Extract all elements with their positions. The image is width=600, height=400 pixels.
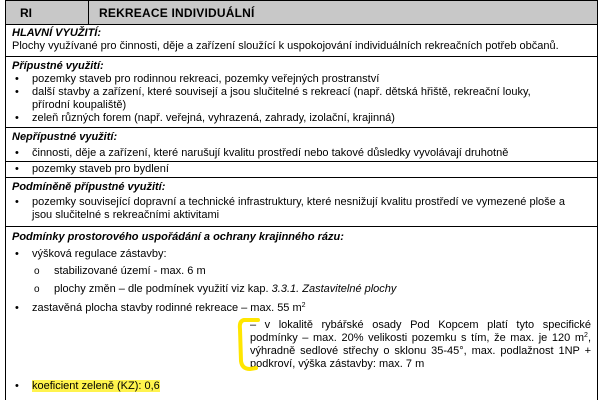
list-item	[12, 302, 591, 315]
sub-list-item: o stabilizované území - max. 6 m	[12, 265, 591, 278]
section-title-prohibited: Nepřípustné využití:	[12, 131, 118, 143]
specific-conditions-note	[250, 319, 591, 371]
superscript: 2	[584, 332, 588, 339]
note-text: – v lokalitě rybářské osady Pod Kopcem platí tyto specifické podmínky – max. 20% velikosti pozemku s tím, že max. je 120 m	[250, 319, 591, 344]
list-item: • činnosti, děje a zařízení, které narušují kvalitu prostředí nebo takové důsledky vyvolávají druhotně	[6, 146, 597, 161]
highlighter-bracket-mark	[236, 317, 262, 373]
superscript: 2	[301, 302, 306, 309]
built-area-text: zastavěná plocha stavby rodinné rekreace – max. 55 m	[32, 302, 302, 314]
zone-code: RI	[6, 1, 89, 24]
section-title-permitted: Přípustné využití:	[12, 60, 104, 72]
list-item: • výšková regulace zástavby:	[12, 248, 591, 261]
table-header	[6, 0, 597, 25]
section-conditional-use	[6, 178, 597, 227]
list-item: • další stavby a zařízení, které souvisejí a jsou slučitelné s rekreací (např. dětská hřiště, rekreační louky, přírodní koupaliště)	[12, 86, 591, 112]
chapter-reference: 3.3.1. Zastavitelné plochy	[271, 283, 397, 295]
section-permitted-use	[6, 57, 597, 128]
main-use-text: Plochy využívané pro činnosti, děje a zařízení sloužící k uspokojování individuálních rekreačních potřeb občanů.	[12, 40, 559, 52]
note-text-continued: , výhradně sedlové střechy o sklonu 35-45°, max. podlažnost 1NP + podkroví, výška zástavby: max. 7 m	[250, 332, 591, 370]
greenery-coefficient: koeficient zeleně (KZ): 0,6	[32, 380, 160, 392]
section-prohibited-use	[6, 128, 597, 178]
section-spatial-conditions	[6, 227, 597, 397]
section-title-main-use: HLAVNÍ VYUŽITÍ:	[12, 27, 102, 39]
list-item: • pozemky staveb pro bydlení	[6, 161, 597, 177]
section-title-conditional: Podmíněně přípustné využití:	[12, 181, 166, 193]
zone-title: REKREACE INDIVIDUÁLNÍ	[99, 6, 255, 20]
list-item	[12, 380, 591, 393]
section-title-spatial: Podmínky prostorového uspořádání a ochrany krajinného rázu:	[12, 231, 344, 243]
sub-item-text: plochy změn – dle podmínek využití viz kap.	[54, 283, 272, 295]
list-item: • pozemky související dopravní a technické infrastruktury, které nesnižují kvalitu prostředí ve vymezené ploše a jsou slučitelné s rekreačními aktivitami	[12, 196, 591, 222]
section-main-use	[6, 25, 597, 57]
regulation-table	[5, 0, 598, 400]
list-item: • zeleň různých forem (např. veřejná, vyhrazená, zahrady, izolační, krajinná)	[12, 112, 591, 125]
sub-list-item	[12, 283, 591, 296]
list-item: • pozemky staveb pro rodinnou rekreaci, pozemky veřejných prostranství	[12, 73, 591, 86]
